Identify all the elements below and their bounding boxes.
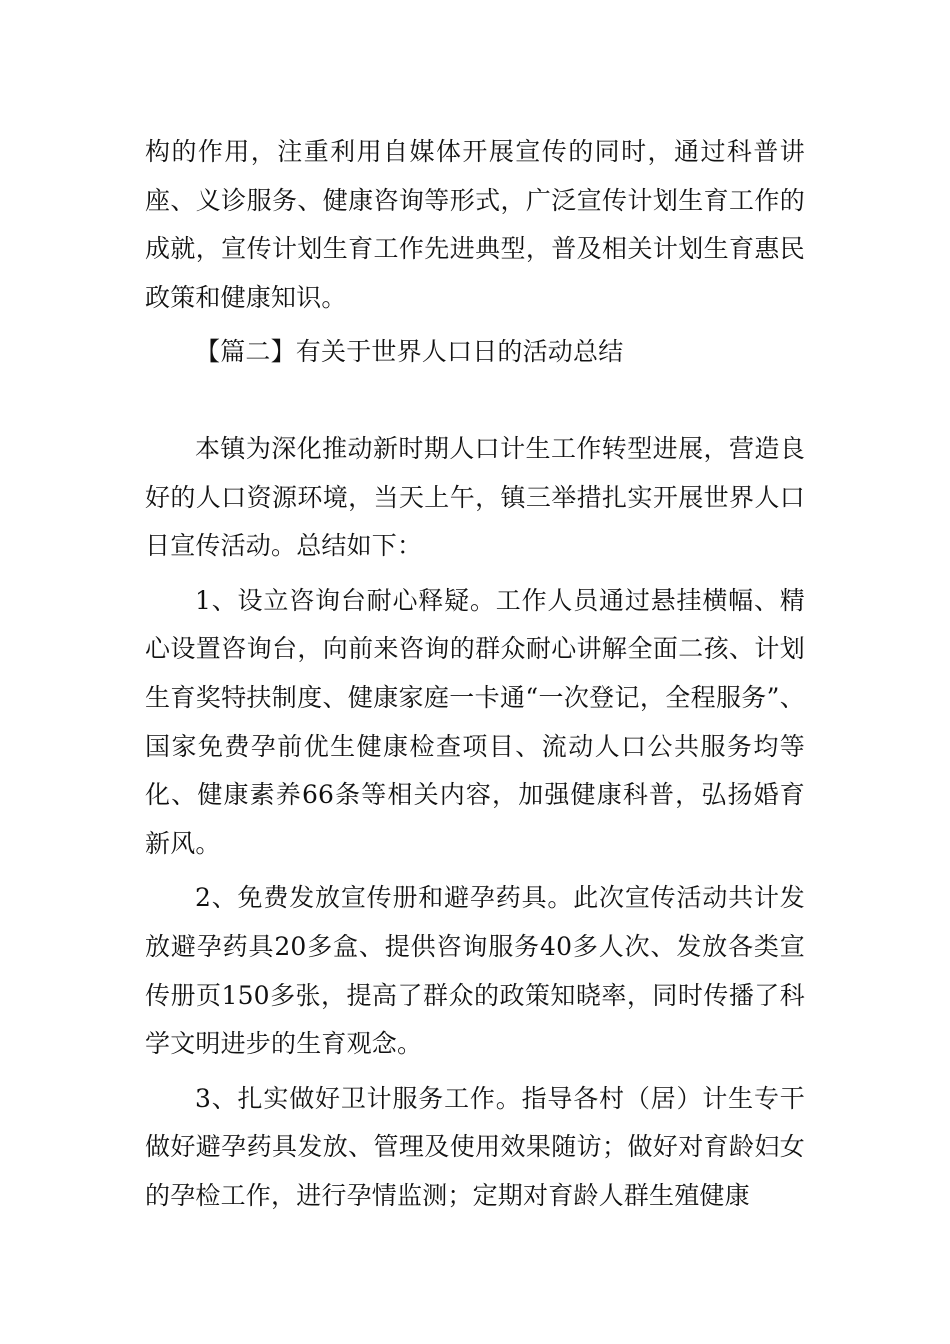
document-body: [145, 128, 805, 1220]
intro-paragraph: 本镇为深化推动新时期人口计生工作转型进展，营造良好的人口资源环境，当天上午，镇三举措扎实开展世界人口日宣传活动。总结如下：: [145, 433, 805, 561]
list-item-1: 1、设立咨询台耐心释疑。工作人员通过悬挂横幅、精心设置咨询台，向前来咨询的群众耐心讲解全面二孩、计划生育奖特扶制度、健康家庭一卡通“一次登记，全程服务”、国家免费孕前优生健康检查项目、流动人口公共服务均等化、健康素养66条等相关内容，加强健康科普，弘扬婚育新风。: [145, 585, 805, 858]
list-item-2: 2、免费发放宣传册和避孕药具。此次宣传活动共计发放避孕药具20多盒、提供咨询服务40多人次、发放各类宣传册页150多张，提高了群众的政策知晓率，同时传播了科学文明进步的生育观念。: [145, 883, 805, 1059]
section-heading: 【篇二】有关于世界人口日的活动总结: [195, 337, 624, 367]
blank-line: [145, 377, 805, 425]
continued-paragraph: 构的作用，注重利用自媒体开展宣传的同时，通过科普讲座、义诊服务、健康咨询等形式，广泛宣传计划生育工作的成就，宣传计划生育工作先进典型，普及相关计划生育惠民政策和健康知识。: [145, 137, 805, 312]
list-item-3: 3、扎实做好卫计服务工作。指导各村（居）计生专干做好避孕药具发放、管理及使用效果随访；做好对育龄妇女的孕检工作，进行孕情监测；定期对育龄人群生殖健康: [145, 1083, 805, 1210]
